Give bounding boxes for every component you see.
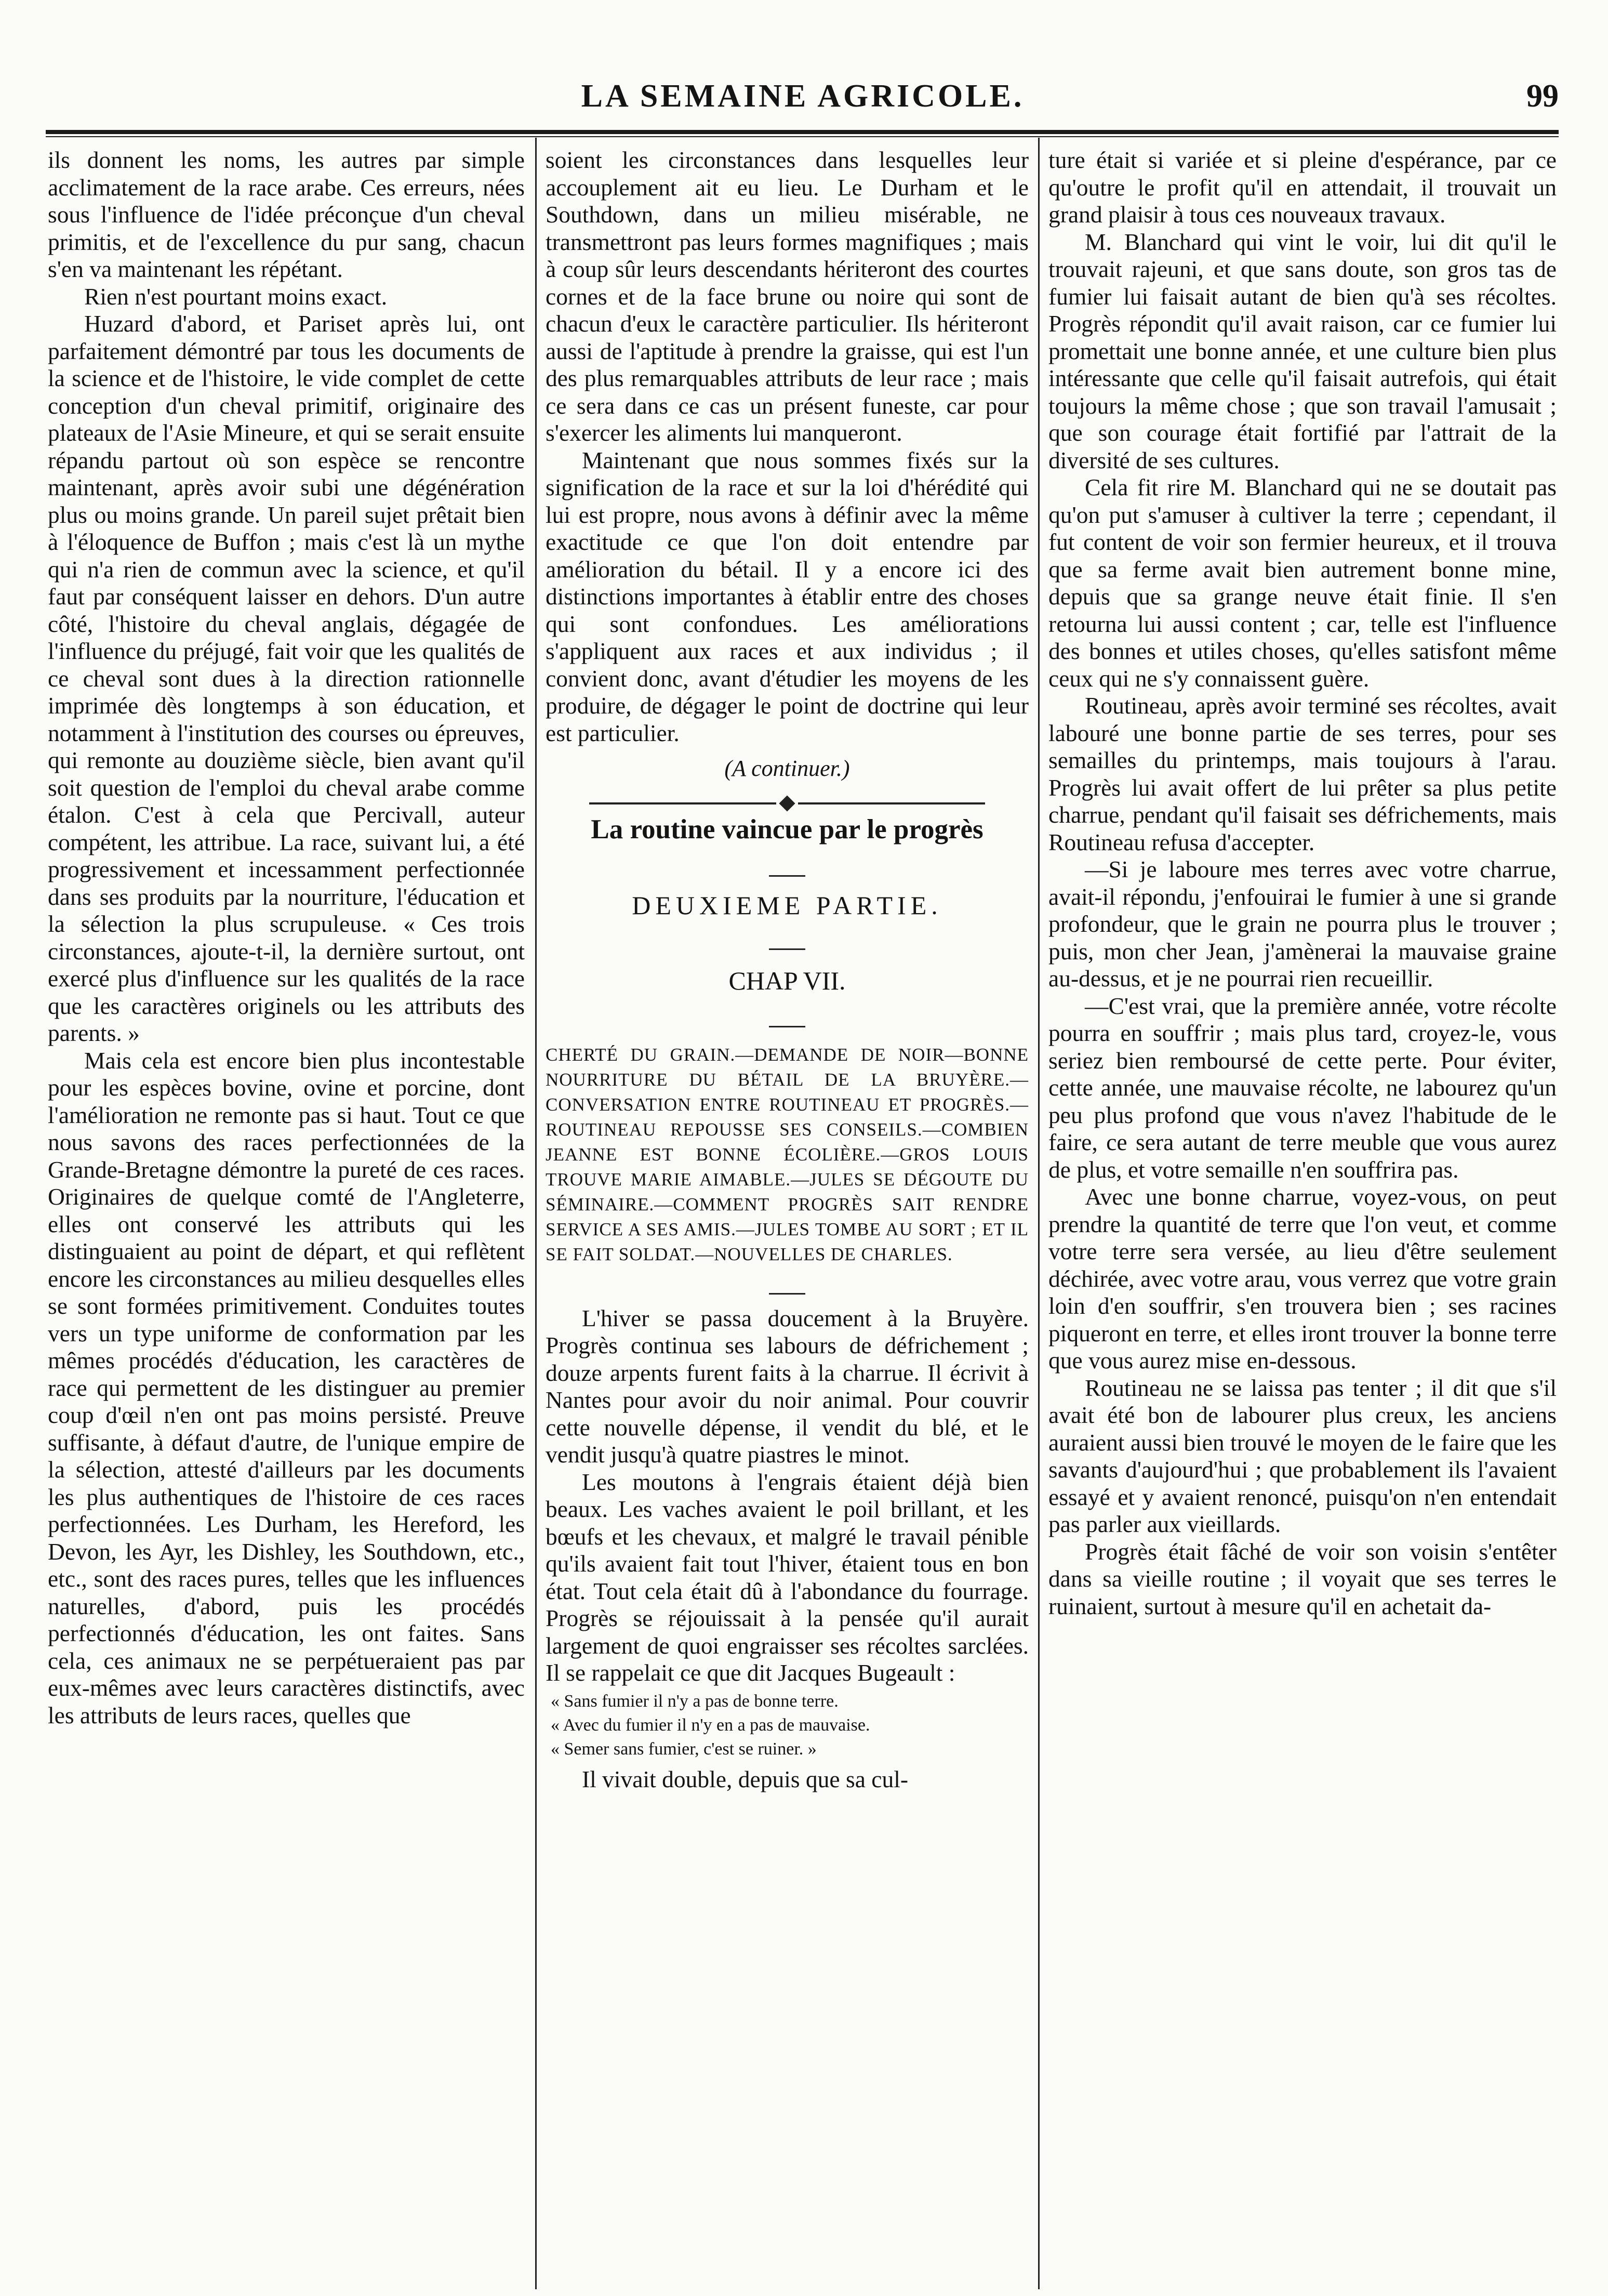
to-be-continued: (A continuer.) <box>724 756 850 781</box>
paragraph: Rien n'est pourtant moins exact. <box>84 283 388 310</box>
paragraph: ture était si variée et si pleine d'espérance, par ce qu'outre le profit qu'il en attendait, il trouvait un grand plaisir à tous ces nouveaux travaux. <box>1048 147 1557 228</box>
dash-divider <box>546 855 1029 883</box>
verse-line: « Sans fumier il n'y a pas de bonne terre. <box>551 1691 839 1711</box>
paragraph: Routineau, après avoir terminé ses récoltes, avait labouré une bonne partie de ses terres, pour ses semailles du printemps, mais toujours à l'arau. Progrès lui avait offert de lui prêter sa plus petite charrue, pendant qu'il faisait ses défrichements, mais Routineau refusa d'accepter. <box>1048 692 1557 855</box>
verse-line: « Avec du fumier il n'y en a pas de mauvaise. <box>551 1715 870 1735</box>
verse-line: « Semer sans fumier, c'est se ruiner. » <box>551 1739 817 1759</box>
paragraph: Huzard d'abord, et Pariset après lui, ont parfaitement démontré par tous les documents de la science et de l'histoire, le vide complet de cette conception d'un cheval primitif, originaire des plateaux de l'Asie Mineure, et qui se serait ensuite répandu partout où son espèce se rencontre maintenant, après avoir subi une dégénération plus ou moins grande. Un pareil sujet prêtait bien à l'éloquence de Buffon ; mais c'est là un mythe qui n'a rien de commun avec la science, et qu'il faut par conséquent laisser en dehors. D'un autre côté, l'histoire du cheval anglais, dégagée de l'influence du préjugé, fait voir que les qualités de ce cheval sont dues à la direction rationnelle imprimée dès longtemps à son éducation, et notamment à l'institution des courses ou épreuves, qui remonte au douzième siècle, bien avant qu'il soit question de l'emploi du cheval arabe comme étalon. C'est à cela que Percivall, auteur compétent, les attribue. La race, suivant lui, a été progressivement et incessamment perfectionnée dans ses produits par la nourriture, l'éducation et la sélection la plus scrupuleuse. « Ces trois circonstances, ajoute-t-il, la dernière surtout, ont exercé plus d'influence sur les qualités de la race que les caractères originels ou les attributs des parents. » <box>48 310 525 1046</box>
chapter-heading: CHAP VII. <box>728 966 846 995</box>
paragraph: Mais cela est encore bien plus incontestable pour les espèces bovine, ovine et porcine, dont l'amélioration ne remonte pas si haut. Tout ce que nous savons des races perfectionnées de la Grande-Bretagne démontre la pureté de ces races. Originaires de quelque comté de l'Angleterre, elles ont conservé les attributs qui les distinguaient au point de départ, et qui reflètent encore les circonstances au milieu desquelles elles se sont formées primitivement. Conduites toutes vers un type uniforme de conformation par les mêmes procédés d'éducation, les caractères de race qui permettent de les distinguer au premier coup d'œil n'en ont pas moins persisté. Preuve suffisante, à défaut d'autre, de l'unique empire de la sélection, attesté d'ailleurs par les documents les plus authentiques de l'histoire de ces races perfectionnées. Les Durham, les Hereford, les Devon, les Ayr, les Dishley, les Southdown, etc., etc., sont des races pures, telles que les influences naturelles, d'abord, puis les procédés perfectionnés d'éducation, les ont faites. Sans cela, ces animaux ne se perpétueraient pas par eux-mêmes avec leurs caractères distinctifs, avec les attributs de leurs races, quelles que <box>48 1047 525 1728</box>
journal-title: LA SEMAINE AGRICOLE. <box>581 78 1025 114</box>
paragraph: Les moutons à l'engrais étaient déjà bien beaux. Les vaches avaient le poil brillant, et les bœufs et les chevaux, et malgré le travail pénible qu'ils avaient fait tout l'hiver, étaient tous en bon état. Tout cela était dû à l'abondance du fourrage. Progrès se réjouissait à la pensée qu'il aurait largement de quoi engraisser ses récoltes sarclées. Il se rappelait ce que dit Jacques Bugeault : <box>546 1468 1029 1686</box>
column-divider-1 <box>535 138 537 2289</box>
paragraph: M. Blanchard qui vint le voir, lui dit qu'il le trouvait rajeuni, et que sans doute, son gros tas de fumier lui faisait autant de bien qu'à ses récoltes. Progrès répondit qu'il avait raison, car ce fumier lui promettait une bonne année, et une culture bien plus intéressante que celle qu'il faisait autrefois, qui était toujours la même chose ; que son travail l'amusait ; que son courage était fortifié par l'attrait de la diversité de ses cultures. <box>1048 228 1557 473</box>
paragraph: Maintenant que nous sommes fixés sur la signification de la race et sur la loi d'hérédité qui lui est propre, nous avons à définir avec la même exactitude ce que l'on doit entendre par amélioration du bétail. Il y a encore ici des distinctions importantes à établir entre des choses qui sont confondues. Les améliorations s'appliquent aux races et aux individus ; il convient donc, avant d'étudier les moyens de les produire, de dégager le point de doctrine qui leur est particulier. <box>546 446 1029 746</box>
column-2 <box>546 147 1029 2288</box>
section-title: La routine vaincue par le progrès <box>591 814 984 844</box>
paragraph: —Si je laboure mes terres avec votre charrue, avait-il répondu, j'enfouirai le fumier à une si grande profondeur, que le grain ne pourra plus le trouver ; puis, mon cher Jean, j'amènerai la mauvaise graine au-dessus, et je ne pourrai rien recueillir. <box>1048 856 1557 992</box>
paragraph: L'hiver se passa doucement à la Bruyère. Progrès continua ses labours de défrichement ; douze arpents furent faits à la charrue. Il écrivit à Nantes pour avoir du noir animal. Pour couvrir cette nouvelle dépense, il vendit du blé, et le vendit jusqu'à quatre piastres le minot. <box>546 1304 1029 1468</box>
ornamental-divider <box>546 788 1029 803</box>
paragraph: —C'est vrai, que la première année, votre récolte pourra en souffrir ; mais plus tard, croyez-le, vous seriez bien remboursé de cette perte. Pour éviter, cette année, une mauvaise récolte, ne labourez qu'un peu plus profond que vous n'avez l'habitude de le faire, ce sera autant de terre meuble que vous aurez de plus, et votre semaille n'en souffrira pas. <box>1048 992 1557 1183</box>
part-heading: DEUXIEME PARTIE. <box>632 891 942 920</box>
paragraph: Avec une bonne charrue, voyez-vous, on peut prendre la quantité de terre que l'on veut, et comme votre terre sera versée, au lieu d'être seulement déchirée, avec votre arau, vous verrez que votre grain loin d'en souffrir, s'en trouvera bien ; ses racines piqueront en terre, et elles iront trouver la bonne terre que vous aurez mise en-dessous. <box>1048 1183 1557 1374</box>
dash-divider <box>546 1006 1029 1034</box>
page-header <box>47 78 1559 120</box>
paragraph: ils donnent les noms, les autres par simple acclimatement de la race arabe. Ces erreurs, nées sous l'influence de l'idée préconçue d'un cheval primitis, et de l'excellence du pur sang, chacun s'en va maintenant les répétant. <box>48 147 525 282</box>
chapter-summary: CHERTÉ DU GRAIN.—DEMANDE DE NOIR—BONNE NOURRITURE DU BÉTAIL DE LA BRUYÈRE.—CONVERSATION ENTRE ROUTINEAU ET PROGRÈS.—ROUTINEAU REPOUSSE SES CONSEILS.—COMBIEN JEANNE EST BONNE ÉCOLIÈRE.—GROS LOUIS TROUVE MARIE AIMABLE.—JULES SE DÉGOUTE DU SÉMINAIRE.—COMMENT PROGRÈS SAIT RENDRE SERVICE A SES AMIS.—JULES TOMBE AU SORT ; ET IL SE FAIT SOLDAT.—NOUVELLES DE CHARLES. <box>546 1045 1029 1264</box>
paragraph: soient les circonstances dans lesquelles leur accouplement ait eu lieu. Le Durham et le Southdown, dans un milieu misérable, ne transmettront pas leurs formes magnifiques ; mais à coup sûr leurs descendants hériteront des courtes cornes et de la face brune ou noire qui sont de chacun d'eux le caractère particulier. Ils hériteront aussi de l'aptitude à prendre la graisse, qui est l'un des plus remarquables attributs de leur race ; mais ce sera dans ce cas un présent funeste, car pour s'exercer les aliments lui manqueront. <box>546 147 1029 446</box>
column-3 <box>1048 147 1557 2288</box>
paragraph: Routineau ne se laissa pas tenter ; il dit que s'il avait été bon de labourer plus creux, les anciens auraient aussi bien trouvé le moyen de le faire que les savants d'aujourd'hui ; que probablement ils l'avaient essayé et y avaient renoncé, puisqu'on n'en entendait pas parler aux vieillards. <box>1048 1374 1557 1537</box>
column-divider-2 <box>1038 138 1040 2289</box>
paragraph: Progrès était fâché de voir son voisin s'entêter dans sa vieille routine ; il voyait que ses terres le ruinaient, surtout à mesure qu'il en achetait da- <box>1048 1538 1557 1619</box>
column-1 <box>48 147 525 2288</box>
dash-divider <box>546 1273 1029 1301</box>
dash-divider <box>546 929 1029 956</box>
header-rule <box>46 130 1559 137</box>
paragraph: Il vivait double, depuis que sa cul- <box>582 1765 909 1792</box>
paragraph: Cela fit rire M. Blanchard qui ne se doutait pas qu'on put s'amuser à cultiver la terre ; cependant, il fut content de voir son fermier heureux, et il trouva que sa ferme avait bien autrement bonne mine, depuis que sa grange neuve était finie. Il s'en retourna lui aussi content ; car, telle est l'influence des bonnes et utiles choses, qu'elles satisfont même ceux qui ne s'y connaissent guère. <box>1048 474 1557 692</box>
page-number: 99 <box>1526 78 1559 114</box>
